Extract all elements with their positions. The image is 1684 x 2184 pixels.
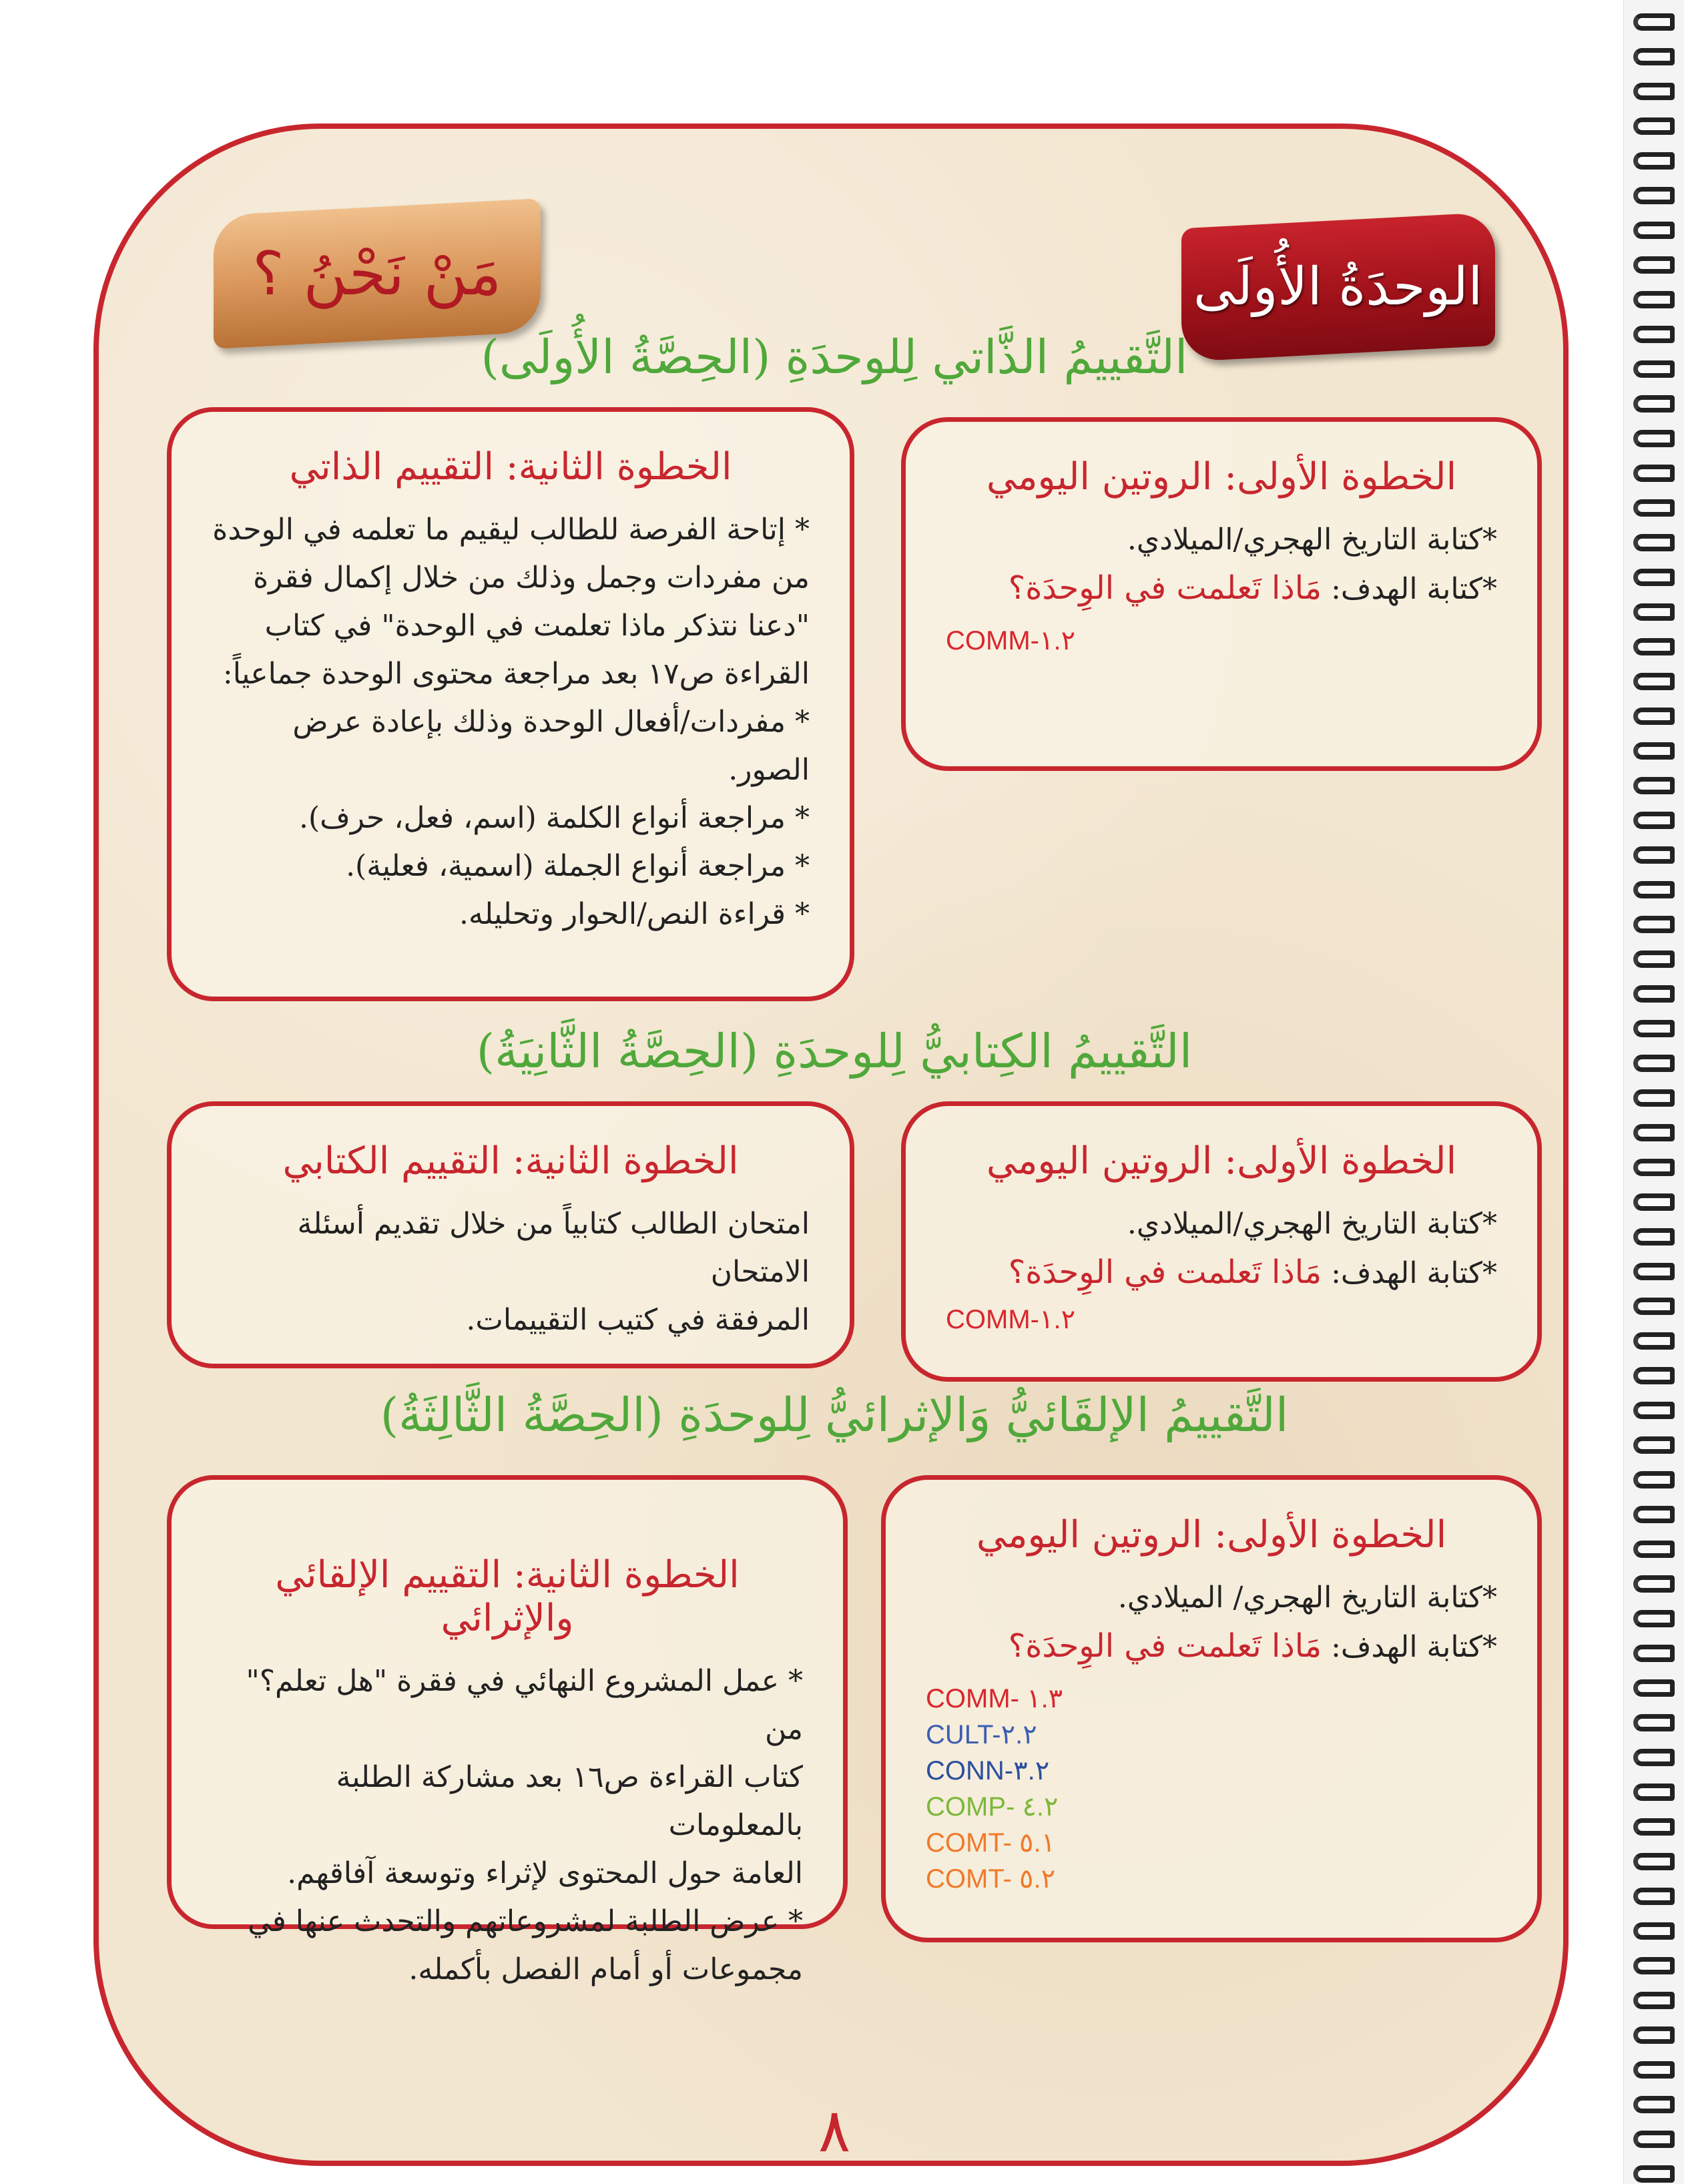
step-line: *كتابة التاريخ الهجري/الميلادي. (1127, 523, 1497, 557)
spiral-ring (1633, 1922, 1675, 1940)
goal-label: *كتابة الهدف: (1331, 572, 1497, 606)
standards-codes (926, 1681, 1497, 1897)
spiral-ring (1633, 777, 1675, 794)
step-line: * إتاحة الفرصة للطالب ليقيم ما تعلمه في الوحدة (212, 513, 810, 547)
spiral-ring (1633, 499, 1675, 517)
standards-codes (946, 623, 1497, 659)
spiral-ring (1633, 1402, 1675, 1419)
spiral-ring (1633, 1853, 1675, 1870)
spiral-ring (1633, 569, 1675, 586)
spiral-ring (1633, 534, 1675, 551)
spiral-ring (1633, 1575, 1675, 1593)
spiral-ring (1633, 2131, 1675, 2148)
spiral-ring (1633, 1020, 1675, 1037)
spiral-ring (1633, 1471, 1675, 1488)
spiral-ring (1633, 1263, 1675, 1280)
spiral-ring (1633, 673, 1675, 690)
step-line: "دعنا نتذكر ماذا تعلمت في الوحدة" في كتاب (264, 609, 810, 643)
spiral-ring (1633, 2096, 1675, 2113)
spiral-ring (1633, 1749, 1675, 1766)
standard-code: COMM-١.٢ (946, 1305, 1076, 1334)
spiral-ring (1633, 1714, 1675, 1731)
spiral-ring (1633, 1818, 1675, 1836)
standard-code: COMM- ١.٣ (926, 1684, 1063, 1713)
spiral-ring (1633, 83, 1675, 100)
spiral-ring (1633, 1089, 1675, 1107)
section-2-title: التَّقييمُ الكِتابيُّ لِلوحدَةِ (الحِصَّةُ الثَّانِيَةُ) (476, 1024, 1193, 1079)
spiral-ring (1633, 117, 1675, 135)
spiral-ring (1633, 916, 1675, 933)
step-title: الخطوة الأولى: الروتين اليومي (986, 1139, 1457, 1183)
section-1-title: التَّقييمُ الذَّاتي لِلوحدَةِ (الحِصَّةُ الأُولَى) (481, 330, 1188, 384)
step-line: العامة حول المحتوى لإثراء وتوسعة آفاقهم. (287, 1856, 803, 1890)
standards-codes (946, 1302, 1497, 1338)
step-line: * مراجعة أنواع الجملة (اسمية، فعلية). (346, 849, 810, 883)
page-number: ٨ (818, 2096, 851, 2166)
spiral-ring (1633, 360, 1675, 378)
spiral-ring (1633, 395, 1675, 413)
spiral-ring (1633, 291, 1675, 308)
spiral-ring (1633, 638, 1675, 655)
spiral-ring (1633, 1957, 1675, 1974)
step-line (926, 1622, 1497, 1671)
section-2-step-1-box (901, 1101, 1542, 1382)
step-line: القراءة ص١٧ بعد مراجعة محتوى الوحدة جماعياً: (222, 657, 810, 691)
spiral-ring (1633, 1645, 1675, 1662)
spiral-binding (1623, 0, 1684, 2184)
spiral-ring (1633, 1992, 1675, 2009)
spiral-ring (1633, 950, 1675, 968)
spiral-ring (1633, 1679, 1675, 1697)
spiral-ring (1633, 1888, 1675, 1905)
spiral-ring (1633, 985, 1675, 1003)
step-line: * عرض الطلبة لمشروعاتهم والتحدث عنها في (248, 1904, 803, 1938)
spiral-ring (1633, 742, 1675, 760)
spiral-ring (1633, 465, 1675, 482)
unit-label: الوحدَةُ الأُولَى (1193, 257, 1483, 317)
spiral-ring (1633, 1159, 1675, 1176)
step-line: * مراجعة أنواع الكلمة (اسم، فعل، حرف). (299, 801, 810, 835)
step-line: * مفردات/أفعال الوحدة وذلك بإعادة عرض الصور. (292, 705, 810, 787)
step-line: كتاب القراءة ص١٦ بعد مشاركة الطلبة بالمعلومات (336, 1760, 803, 1842)
spiral-ring (1633, 1610, 1675, 1627)
section-2-step-2-box (167, 1101, 854, 1368)
spiral-ring (1633, 1784, 1675, 1801)
goal-question: مَاذا تَعلمت في الوِحدَة؟ (1008, 569, 1322, 607)
step-title: الخطوة الثانية: التقييم الذاتي (289, 445, 732, 489)
spiral-ring (1633, 1436, 1675, 1454)
spiral-ring (1633, 430, 1675, 447)
spiral-ring (1633, 603, 1675, 621)
spiral-ring (1633, 1541, 1675, 1558)
standard-code: COMT- ٥.١ (926, 1828, 1056, 1858)
step-line: *كتابة التاريخ الهجري/ الميلادي. (1117, 1581, 1497, 1615)
spiral-ring (1633, 1228, 1675, 1246)
spiral-ring (1633, 256, 1675, 274)
spiral-ring (1633, 1055, 1675, 1072)
section-3-step-1-box (881, 1475, 1542, 1942)
standard-code: COMM-١.٢ (946, 626, 1076, 655)
step-line: * عمل المشروع النهائي في فقرة "هل تعلم؟" من (246, 1664, 803, 1746)
standard-code: COMP- ٤.٢ (926, 1792, 1059, 1822)
spiral-ring (1633, 1506, 1675, 1523)
step-line: * قراءة النص/الحوار وتحليله. (459, 897, 810, 931)
step-line (946, 564, 1497, 613)
spiral-ring (1633, 1332, 1675, 1350)
spiral-ring (1633, 812, 1675, 829)
standard-code: COMT- ٥.٢ (926, 1864, 1056, 1894)
step-title: الخطوة الثانية: التقييم الكتابي (282, 1139, 739, 1183)
spiral-ring (1633, 48, 1675, 65)
goal-question: مَاذا تَعلمت في الوِحدَة؟ (1008, 1254, 1322, 1291)
step-line: امتحان الطالب كتابياً من خلال تقديم أسئلة الامتحان (297, 1207, 810, 1289)
spiral-ring (1633, 1298, 1675, 1315)
spiral-ring (1633, 1124, 1675, 1141)
spiral-ring (1633, 846, 1675, 864)
step-line (946, 1248, 1497, 1298)
goal-question: مَاذا تَعلمت في الوِحدَة؟ (1008, 1627, 1322, 1665)
lesson-title: مَنْ نَحْنُ ؟ (252, 238, 502, 309)
step-line: *كتابة التاريخ الهجري/الميلادي. (1127, 1207, 1497, 1241)
standard-code: CULT-٢.٢ (926, 1720, 1037, 1749)
section-1-step-2-box (167, 407, 854, 1001)
step-line: المرفقة في كتيب التقييمات. (466, 1303, 810, 1337)
spiral-ring (1633, 13, 1675, 31)
step-title: الخطوة الثانية: التقييم الإلقائي والإثرائي (275, 1553, 740, 1640)
goal-label: *كتابة الهدف: (1331, 1630, 1497, 1664)
spiral-ring (1633, 2061, 1675, 2079)
step-line: من مفردات وجمل وذلك من خلال إكمال فقرة (253, 561, 810, 595)
step-line: مجموعات أو أمام الفصل بأكمله. (408, 1952, 803, 1986)
section-3-title: التَّقييمُ الإلقَائيُّ وَالإثرائيُّ لِلوحدَةِ (الحِصَّةُ الثَّالِثَةُ) (380, 1388, 1289, 1442)
spiral-ring (1633, 326, 1675, 343)
spiral-ring (1633, 2165, 1675, 2183)
spiral-ring (1633, 1367, 1675, 1384)
section-1-step-1-box (901, 417, 1542, 771)
standard-code: CONN-٣.٢ (926, 1756, 1050, 1786)
spiral-ring (1633, 152, 1675, 170)
step-title: الخطوة الأولى: الروتين اليومي (976, 1513, 1447, 1557)
spiral-ring (1633, 187, 1675, 204)
section-3-step-2-box (167, 1475, 848, 1986)
spiral-ring (1633, 2026, 1675, 2044)
spiral-ring (1633, 1193, 1675, 1211)
spiral-ring (1633, 222, 1675, 239)
goal-label: *كتابة الهدف: (1331, 1256, 1497, 1290)
spiral-ring (1633, 881, 1675, 898)
step-title: الخطوة الأولى: الروتين اليومي (986, 455, 1457, 499)
spiral-ring (1633, 708, 1675, 725)
